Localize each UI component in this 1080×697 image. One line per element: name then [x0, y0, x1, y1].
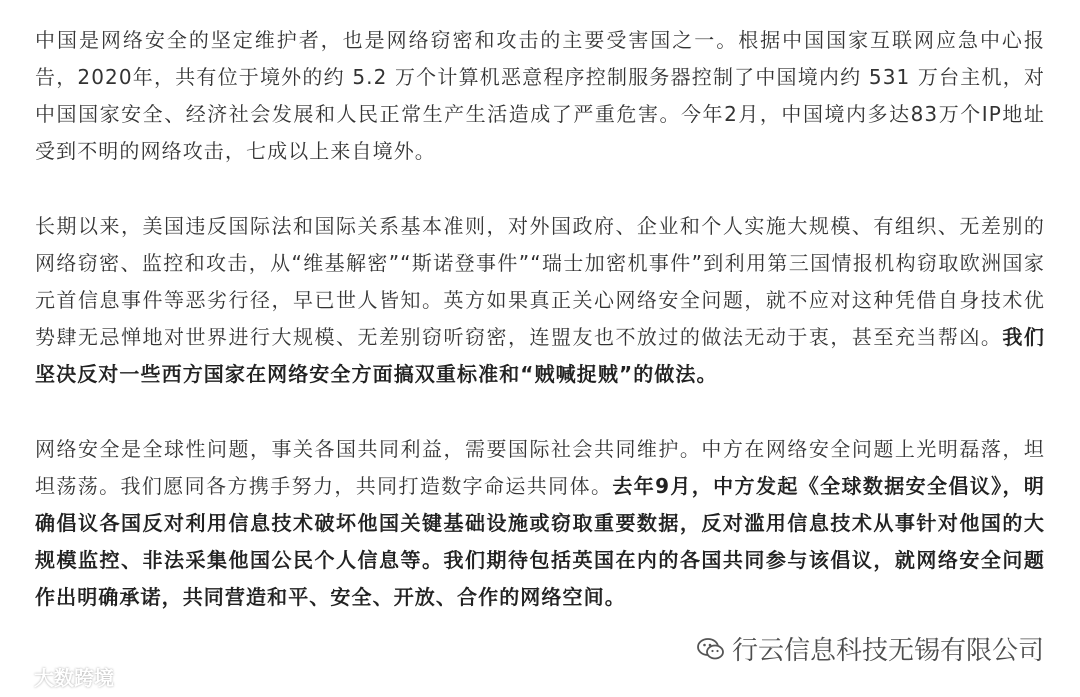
article-body [35, 22, 1045, 616]
watermark-text: 行云信息科技无锡有限公司 [731, 636, 1044, 666]
logo-icon [4, 667, 30, 687]
paragraph-1: 中国是网络安全的坚定维护者，也是网络窃密和攻击的主要受害国之一。根据中国国家互联网应急中心报告，2020年，共有位于境外的约 5.2 万个计算机恶意程序控制服务器控制了中国境内约 531 万台主机，对中国国家安全、经济社会发展和人民正常生产生活造成了严重危害。今年2月，中国境内多达83万个IP地址受到不明的网络攻击，七成以上来自境外。 [35, 28, 1045, 163]
footer-brand-text: 大数跨境 [34, 666, 114, 690]
paragraph-2-text: 长期以来，美国违反国际法和国际关系基本准则，对外国政府、企业和个人实施大规模、有组织、无差别的网络窃密、监控和攻击，从“维基解密”“斯诺登事件”“瑞士加密机事件”到利用第三国情报机构窃取欧洲国家元首信息事件等恶劣行径，早已世人皆知。英方如果真正关心网络安全问题，就不应对这种凭借自身技术优势肆无忌惮地对世界进行大规模、无差别窃听窃密，连盟友也不放过的做法无动于衷，甚至充当帮凶。 [35, 214, 1045, 349]
footer-brand [4, 662, 114, 691]
source-watermark [696, 630, 1044, 667]
paragraph-2-bold: 我们坚决反对一些西方国家在网络安全方面搞双重标准和“贼喊捉贼”的做法。 [35, 325, 1046, 386]
paragraph-3 [35, 431, 1045, 616]
paragraph-3-bold: 去年9月，中方发起《全球数据安全倡议》，明确倡议各国反对利用信息技术破坏他国关键基础设施或窃取重要数据，反对滥用信息技术从事针对他国的大规模监控、非法采集他国公民个人信息等。我们期待包括英国在内的各国共同参与该倡议，就网络安全问题作出明确承诺，共同营造和平、安全、开放、合作的网络空间。 [35, 474, 1046, 609]
paragraph-3-text: 网络安全是全球性问题，事关各国共同利益，需要国际社会共同维护。中方在网络安全问题上光明磊落，坦坦荡荡。我们愿同各方携手努力，共同打造数字命运共同体。 [35, 437, 1045, 498]
wechat-icon [696, 636, 726, 662]
paragraph-2 [35, 208, 1045, 393]
